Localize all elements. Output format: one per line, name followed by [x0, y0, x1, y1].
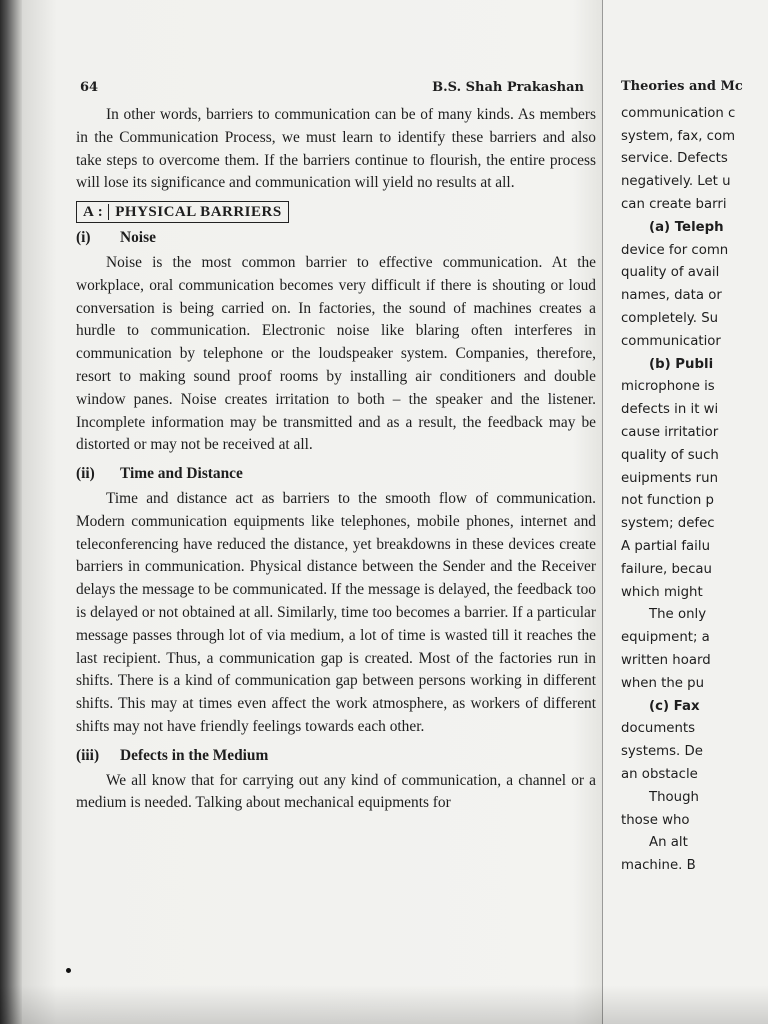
right-page-line: machine. B [621, 858, 696, 874]
right-page-line: device for comn [621, 242, 729, 258]
subsection-heading [76, 463, 596, 486]
right-page-line: equipment; a [621, 630, 710, 646]
subsection-body: Noise is the most common barrier to effective communication. At the workplace, oral communication becomes very difficult if there is shouting or loud conversation is being carried on. In factories, the sound of machines creates a hurdle to communication. Electronic noise like blaring often interferes in communication by telephone or the loudspeaker system. Companies, therefore, resort to making sound proof rooms by installing air conditioners and double window panes. Noise creates irritation to both – the speaker and the listener. Incomplete information may be transmitted and as a result, the feedback may be distorted or may not be received at all. [76, 253, 596, 454]
subsection-heading [76, 227, 596, 250]
right-page-line: written hoard [621, 652, 711, 668]
right-page-line: negatively. Let u [621, 174, 731, 190]
right-page-text [621, 76, 768, 878]
right-page-line: system; defec [621, 516, 715, 532]
right-page-line: completely. Su [621, 310, 719, 326]
right-page-line: which might [621, 584, 703, 600]
subsection-title: Time and Distance [120, 465, 243, 483]
subsection-body: We all know that for carrying out any kind of communication, a channel or a medium is needed. Talking about mechanical equipments for [76, 771, 596, 812]
right-page-line: failure, becau [621, 561, 712, 577]
subsection-title: Defects in the Medium [120, 746, 269, 764]
bottom-shadow [0, 985, 768, 1024]
right-page-line: (b) Publi [649, 356, 714, 372]
right-page-line: cause irritatior [621, 424, 719, 440]
section-heading-box [76, 201, 289, 223]
right-running-head: Theories and Mc [621, 79, 743, 94]
page-header [80, 80, 590, 100]
right-page-line: system, fax, com [621, 128, 736, 144]
right-page-line: communicatior [621, 333, 721, 349]
intro-paragraph: In other words, barriers to communication can be of many kinds. As members in the Communication Process, we must learn to identify these barriers and also take steps to overcome them. If the barriers continue to flourish, the entire process will lose its significance and communication will yield no results at all. [76, 106, 596, 192]
right-page-line: when the pu [621, 675, 705, 691]
right-page-line: defects in it wi [621, 402, 719, 418]
right-page-line: those who [621, 812, 690, 828]
page-number: 64 [80, 80, 99, 95]
right-page-line: quality of such [621, 447, 719, 463]
subsection-numeral: (i) [76, 229, 91, 247]
right-page-line: an obstacle [621, 766, 698, 782]
subsection-body: Time and distance act as barriers to the smooth flow of communication. Modern communication equipments like telephones, mobile phones, internet and teleconferencing have reduced the distance, yet breakdowns in these devices create barriers in communication. Physical distance between the Sender and the Receiver delays the message to be communicated. If the message is delayed, the feedback too is delayed or not obtained at all. Similarly, time too becomes a barrier. If a particular message passes through lot of via medium, a lot of time is wasted till it reaches the last recipient. Thus, a communication gap is created. Most of the factories run in shifts. There is a kind of communication gap between persons working in different shifts. This may at times even affect the work atmosphere, as workers of different shifts may not have friendly feelings towards each other. [76, 489, 596, 735]
right-page-line: A partial failu [621, 538, 711, 554]
right-page-lines [621, 103, 768, 878]
subsection-numeral: (ii) [76, 465, 95, 483]
book-spine [0, 0, 22, 1024]
right-page-line: The only [649, 607, 707, 623]
subsection-heading [76, 745, 596, 768]
running-head-publisher: B.S. Shah Prakashan [432, 80, 584, 95]
right-page-line: communication c [621, 105, 736, 121]
right-page-line: An alt [649, 835, 688, 851]
page-body [76, 104, 596, 815]
right-page [602, 0, 768, 1024]
right-page-line: Though [649, 789, 699, 805]
right-page-line: systems. De [621, 744, 703, 760]
right-page-line: service. Defects [621, 151, 728, 167]
subsection-title: Noise [120, 229, 156, 247]
right-page-line: not function p [621, 493, 714, 509]
right-page-line: microphone is [621, 379, 715, 395]
ink-dot [66, 968, 71, 973]
right-page-line: (a) Teleph [649, 219, 724, 235]
right-page-line: can create barri [621, 196, 727, 212]
right-page-line: names, data or [621, 288, 722, 304]
subsection-numeral: (iii) [76, 746, 100, 764]
section-title: PHYSICAL BARRIERS [115, 204, 282, 221]
section-tag: A : [83, 204, 109, 220]
right-page-line: (c) Fax [649, 698, 700, 714]
right-page-line: quality of avail [621, 265, 720, 281]
right-page-line: documents [621, 721, 696, 737]
right-page-line: euipments run [621, 470, 718, 486]
